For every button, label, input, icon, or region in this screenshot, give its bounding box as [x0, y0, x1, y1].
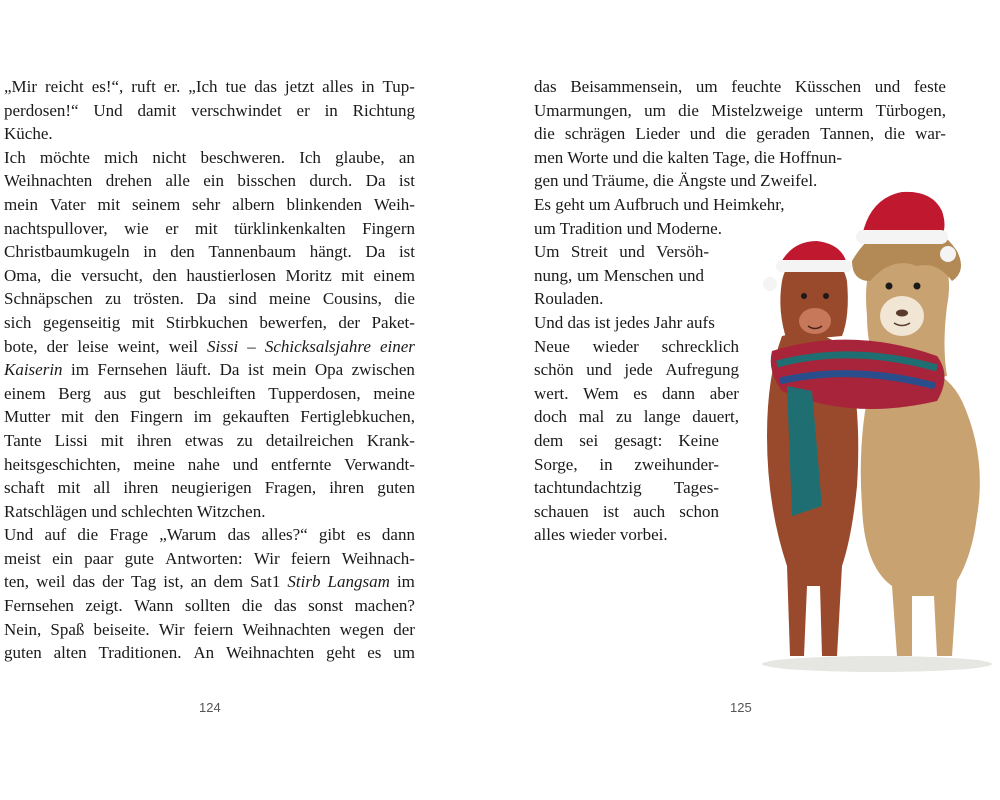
page-number-right: 125 [730, 700, 752, 715]
text-line: perdosen!“ Und damit verschwindet er in Richtung [4, 100, 415, 120]
left-llama-hat-pompom [763, 277, 777, 291]
text-line: Und auf die Frage „Warum das alles?“ gibt es dann [4, 525, 415, 545]
text-line: wert. Wem es dann aber [534, 383, 739, 403]
right-page-text-top [534, 75, 946, 193]
text-line: Ratschlägen und schlechten Witzchen. [4, 501, 266, 521]
text-line: Ich möchte mich nicht beschweren. Ich glaube, an [4, 147, 415, 167]
text-line: schauen ist auch schon [534, 501, 719, 521]
ground-shadow [762, 656, 992, 672]
text-line: Rouladen. [534, 289, 604, 309]
text-line: bote, der leise weint, weil Sissi – Schicksalsjahre einer [4, 336, 415, 356]
left-page-text [4, 75, 415, 665]
text-line: Kaiserin im Fernsehen läuft. Da ist mein Opa zwischen [4, 360, 415, 380]
text-line: Oma, die versucht, den haustierlosen Moritz mit einem [4, 265, 415, 285]
right-llama-body [861, 368, 980, 656]
text-line: guten alten Traditionen. An Weihnachten geht es um [4, 643, 415, 663]
text-line: die schrägen Lieder und die geraden Tannen, die war- [534, 124, 946, 144]
two-llamas-christmas-illustration [752, 186, 1000, 676]
right-llama-nose [896, 310, 908, 317]
text-line: Es geht um Aufbruch und Heimkehr, [534, 195, 785, 214]
right-llama-hat-brim [856, 230, 948, 244]
text-line: nung, um Menschen und [534, 265, 704, 285]
right-page [500, 0, 1000, 800]
text-line: Küche. [4, 124, 53, 144]
text-line: „Mir reicht es!“, ruft er. „Ich tue das jetzt alles in Tup- [4, 77, 415, 96]
text-line: sich gegenseitig mit Stirbkuchen bewerfen, der Paket- [4, 312, 415, 332]
text-line: Umarmungen, um die Mistelzweige unterm Türbogen, [534, 100, 946, 120]
text-line: alles wieder vorbei. [534, 525, 668, 545]
left-llama-eye-left [801, 293, 807, 299]
text-line: Tante Lissi mit ihren etwas zu detailreichen Krank- [4, 430, 415, 450]
text-line: um Tradition und Moderne. [534, 218, 722, 238]
right-page-text-narrow [534, 193, 785, 547]
text-line: Um Streit und Versöh- [534, 242, 709, 262]
page-number-left: 124 [199, 700, 221, 715]
text-line: Mutter mit den Fingern im gekauften Fertiglebkuchen, [4, 407, 415, 427]
text-line: Neue wieder schrecklich [534, 336, 739, 356]
text-line: mein Vater mit seinem sehr albern blinkenden Weih- [4, 194, 415, 214]
right-llama-hat-pompom [940, 246, 956, 262]
right-llama-eye-right [914, 283, 921, 290]
text-line: Christbaumkugeln in den Tannenbaum hängt. Da ist [4, 242, 415, 262]
left-llama-eye-right [823, 293, 829, 299]
text-line: Weihnachten drehen alle ein bisschen durch. Da ist [4, 171, 415, 191]
text-line: Schnäpschen zu trösten. Da sind meine Cousins, die [4, 289, 415, 309]
text-line: Und das ist jedes Jahr aufs [534, 312, 715, 332]
text-line: ten, weil das der Tag ist, an dem Sat1 Stirb Langsam im [4, 572, 415, 592]
left-llama-muzzle [799, 308, 831, 334]
text-line: Sorge, in zweihunder- [534, 454, 719, 474]
text-line: gen und Träume, die Ängste und Zweifel. [534, 171, 818, 191]
text-line: schön und jede Aufregung [534, 360, 739, 380]
text-line: meist ein paar gute Antworten: Wir feiern Weihnach- [4, 548, 415, 568]
text-line: men Worte und die kalten Tage, die Hoffnun- [534, 147, 843, 167]
text-line: Fernsehen zeigt. Wann sollten die das sonst machen? [4, 596, 415, 616]
text-line: Nein, Spaß beiseite. Wir feiern Weihnachten wegen der [4, 619, 415, 639]
text-line: dem sei gesagt: Keine [534, 430, 719, 450]
text-line: einem Berg aus gut beschleiften Tupperdosen, meine [4, 383, 415, 403]
left-llama-hat-brim [776, 260, 852, 272]
text-line: tachtundachtzig Tages- [534, 478, 719, 498]
text-line: schaft mit all ihren neugierigen Fragen, ihren guten [4, 478, 415, 498]
text-line: nachtspullover, wie er mit türklinkenkalten Fingern [4, 218, 415, 238]
right-llama-hat [862, 192, 945, 236]
text-line: doch mal zu lange dauert, [534, 407, 739, 427]
right-llama-eye-left [886, 283, 893, 290]
text-line: das Beisammensein, um feuchte Küsschen und feste [534, 77, 946, 96]
text-line: heitsgeschichten, meine nahe und entfernte Verwandt- [4, 454, 415, 474]
